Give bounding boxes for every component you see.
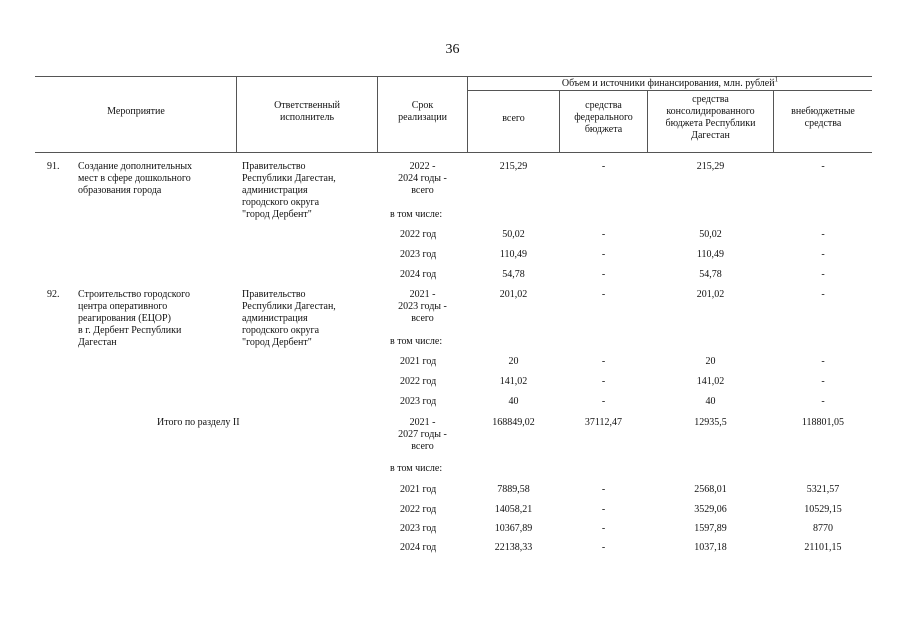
year-label: 2021 год [400, 356, 437, 367]
year-total: 22138,33 [494, 542, 533, 553]
item-federal: - [601, 161, 606, 172]
summary-total: 168849,02 [492, 417, 535, 428]
summary-label: Итого по разделу II [157, 417, 240, 428]
summary-consolidated: 12935,5 [694, 417, 727, 428]
year-federal: - [601, 542, 606, 553]
item-measure: Строительство городского центра оперативного реагирования (ЕЦОР) в г. Дербент Республики Дагестан [78, 289, 190, 348]
item-responsible: Правительство Республики Дагестан, администрация городского округа "город Дербент" [242, 161, 336, 220]
page-number: 36 [445, 42, 460, 57]
year-label: 2023 год [400, 249, 437, 260]
year-total: 40 [508, 396, 519, 407]
year-label: 2022 год [400, 229, 437, 240]
year-extra: 21101,15 [804, 542, 842, 553]
including-label: в том числе: [390, 209, 443, 220]
year-federal: - [601, 396, 606, 407]
header-consolidated: средства консолидированного бюджета Республики Дагестан [665, 94, 756, 141]
year-federal: - [601, 484, 606, 495]
year-total: 20 [508, 356, 519, 367]
item-term: 2022 - 2024 годы - всего [398, 161, 447, 196]
including-label: в том числе: [390, 336, 443, 347]
year-consolidated: 141,02 [696, 376, 725, 387]
financing-subheader-rule [467, 90, 872, 91]
year-federal: - [601, 376, 606, 387]
item-federal: - [601, 289, 606, 300]
year-federal: - [601, 249, 606, 260]
year-total: 54,78 [502, 269, 525, 280]
year-label: 2023 год [400, 396, 437, 407]
including-label: в том числе: [390, 463, 443, 474]
year-consolidated: 40 [705, 396, 716, 407]
year-extra: 5321,57 [806, 484, 840, 495]
year-total: 50,02 [502, 229, 525, 240]
year-extra: - [821, 249, 825, 260]
item-number: 91. [47, 161, 60, 172]
year-total: 141,02 [499, 376, 528, 387]
year-label: 2023 год [400, 523, 437, 534]
header-federal: средства федерального бюджета [574, 100, 633, 135]
year-label: 2021 год [400, 484, 437, 495]
year-extra: - [821, 376, 825, 387]
year-federal: - [601, 269, 606, 280]
item-number: 92. [47, 289, 60, 300]
summary-extra: 118801,05 [801, 417, 845, 428]
year-consolidated: 110,49 [696, 249, 725, 260]
year-extra: - [821, 396, 825, 407]
year-total: 7889,58 [497, 484, 530, 495]
year-consolidated: 54,78 [699, 269, 722, 280]
year-federal: - [601, 356, 606, 367]
year-federal: - [601, 229, 606, 240]
year-consolidated: 1597,89 [694, 523, 727, 534]
item-total: 215,29 [499, 161, 528, 172]
header-financing-title: Объем и источники финансирования, млн. рублей$^1$ [561, 75, 779, 89]
footnote-mark: 1 [774, 75, 779, 84]
summary-term: 2021 - 2027 годы - всего [398, 417, 447, 452]
item-term: 2021 - 2023 годы - всего [398, 289, 447, 324]
year-consolidated: 20 [705, 356, 716, 367]
year-consolidated: 3529,06 [694, 504, 727, 515]
item-measure: Создание дополнительных мест в сфере дошкольного образования города [78, 161, 193, 196]
year-consolidated: 2568,01 [694, 484, 727, 495]
header-top-rule [35, 76, 872, 77]
year-extra: 8770 [813, 523, 833, 534]
year-federal: - [601, 504, 606, 515]
year-total: 10367,89 [494, 523, 533, 534]
year-extra: 10529,15 [804, 504, 842, 515]
header-extra: внебюджетные средства [791, 106, 855, 129]
item-responsible: Правительство Республики Дагестан, администрация городского округа "город Дербент" [242, 289, 336, 348]
year-extra: - [821, 269, 825, 280]
year-label: 2024 год [400, 269, 437, 280]
year-total: 110,49 [499, 249, 528, 260]
header-total: всего [502, 113, 525, 124]
item-consolidated: 215,29 [696, 161, 725, 172]
item-extra: - [821, 161, 825, 172]
year-label: 2022 год [400, 376, 437, 387]
item-total: 201,02 [499, 289, 528, 300]
item-extra: - [821, 289, 825, 300]
year-extra: - [821, 356, 825, 367]
header-term: Срок реализации [398, 100, 447, 123]
summary-federal: 37112,47 [584, 417, 623, 428]
header-bottom-rule [35, 152, 872, 153]
year-federal: - [601, 523, 606, 534]
header-responsible: Ответственный исполнитель [274, 100, 340, 123]
year-extra: - [821, 229, 825, 240]
year-consolidated: 50,02 [699, 229, 722, 240]
year-label: 2024 год [400, 542, 437, 553]
year-label: 2022 год [400, 504, 437, 515]
item-consolidated: 201,02 [696, 289, 725, 300]
year-consolidated: 1037,18 [694, 542, 727, 553]
year-total: 14058,21 [494, 504, 533, 515]
header-measure: Мероприятие [107, 106, 165, 117]
